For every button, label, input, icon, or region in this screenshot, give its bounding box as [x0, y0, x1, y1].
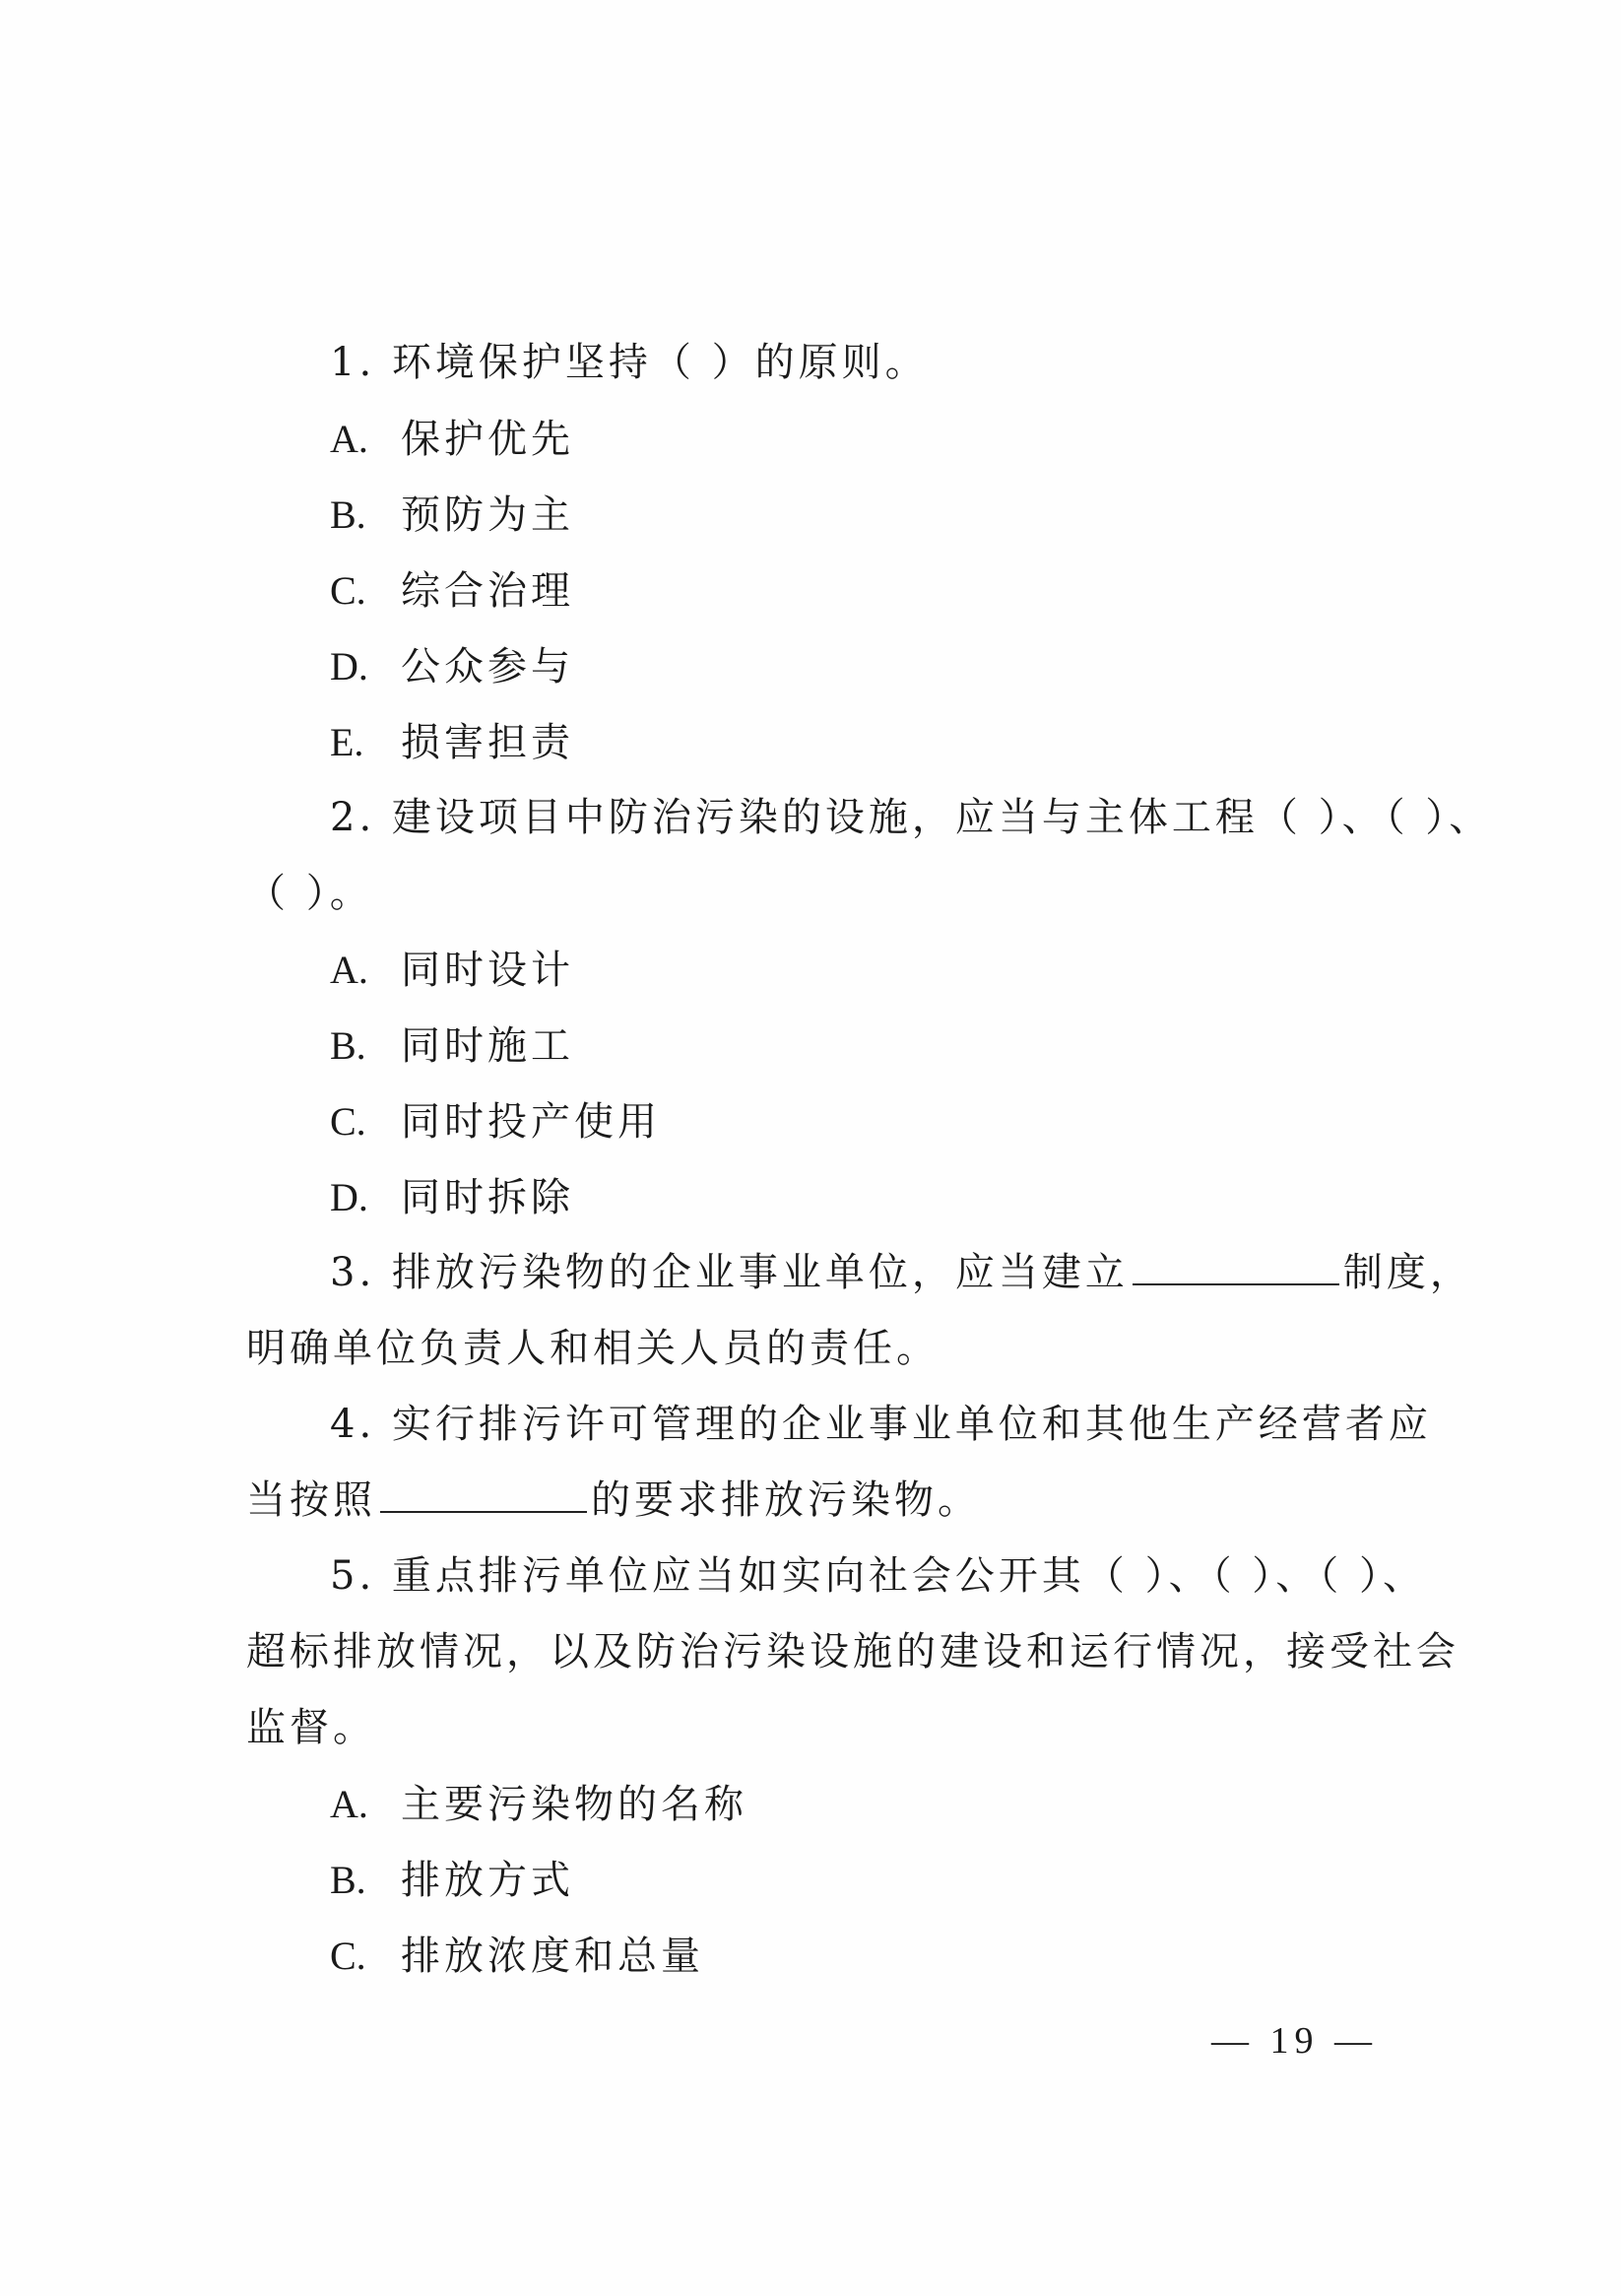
page-number: — 19 — [1211, 2020, 1378, 2062]
option-text: 预防为主 [401, 492, 574, 538]
question-2-option-b [246, 1008, 1398, 1083]
question-3-text-after-blank: 制度， [1342, 1250, 1473, 1295]
question-2-option-d [246, 1159, 1398, 1235]
question-1-option-b [246, 477, 1398, 553]
question-4-stem-line-1: 4. 实行排污许可管理的企业事业单位和其他生产经营者应 [330, 1402, 1432, 1447]
option-label: C. [330, 568, 366, 613]
option-text: 公众参与 [401, 644, 574, 689]
option-text: 同时设计 [401, 948, 574, 993]
question-5-option-c [246, 1918, 1398, 1994]
question-2-option-a [246, 932, 1398, 1008]
question-3-text-before-blank: 3. 排放污染物的企业事业单位，应当建立 [330, 1250, 1129, 1295]
question-4-text-after-blank: 的要求排放污染物。 [591, 1477, 981, 1523]
option-text: 同时施工 [401, 1023, 574, 1069]
option-text: 同时拆除 [401, 1175, 574, 1220]
option-label: B. [330, 1023, 366, 1068]
option-label: B. [330, 1858, 366, 1902]
option-text: 同时投产使用 [401, 1099, 661, 1145]
option-label: E. [330, 720, 364, 764]
question-5-stem-line-3: 监督。 [246, 1705, 376, 1750]
question-1-option-c [246, 553, 1398, 628]
option-text: 综合治理 [401, 568, 574, 614]
option-label: D. [330, 1175, 368, 1219]
question-4-text-before-blank: 当按照 [246, 1477, 376, 1523]
option-text: 损害担责 [401, 720, 574, 765]
question-5-option-a [246, 1766, 1398, 1842]
question-1-stem: 1. 环境保护坚持（ ）的原则。 [330, 340, 929, 385]
question-1-option-a [246, 401, 1398, 477]
option-text: 保护优先 [401, 417, 574, 462]
option-label: A. [330, 1782, 368, 1826]
question-5-option-b [246, 1842, 1398, 1918]
question-5-stem-line-2: 超标排放情况，以及防治污染设施的建设和运行情况，接受社会 [246, 1629, 1459, 1674]
option-text: 主要污染物的名称 [401, 1782, 747, 1827]
option-label: A. [330, 948, 368, 992]
option-text: 排放浓度和总量 [401, 1934, 704, 1979]
question-2-option-c [246, 1083, 1398, 1159]
question-1-option-d [246, 628, 1398, 704]
question-2-stem-line-1: 2. 建设项目中防治污染的设施，应当与主体工程（ ）、（ ）、 [330, 795, 1493, 840]
question-4-stem-line-2 [246, 1463, 1398, 1539]
question-3-stem-line-2: 明确单位负责人和相关人员的责任。 [246, 1326, 940, 1371]
question-1-option-e [246, 704, 1398, 780]
option-text: 排放方式 [401, 1858, 574, 1903]
question-3-stem-line-1 [246, 1235, 1473, 1311]
question-list [246, 325, 1493, 1994]
fill-in-blank [1133, 1250, 1339, 1285]
option-label: A. [330, 417, 368, 461]
option-label: C. [330, 1934, 366, 1978]
option-label: B. [330, 492, 366, 537]
question-2-stem-line-2: （ ）。 [246, 871, 373, 916]
fill-in-blank [380, 1477, 587, 1513]
question-5-stem-line-1: 5. 重点排污单位应当如实向社会公开其（ ）、（ ）、（ ）、 [330, 1553, 1427, 1599]
option-label: C. [330, 1099, 366, 1144]
option-label: D. [330, 644, 368, 689]
